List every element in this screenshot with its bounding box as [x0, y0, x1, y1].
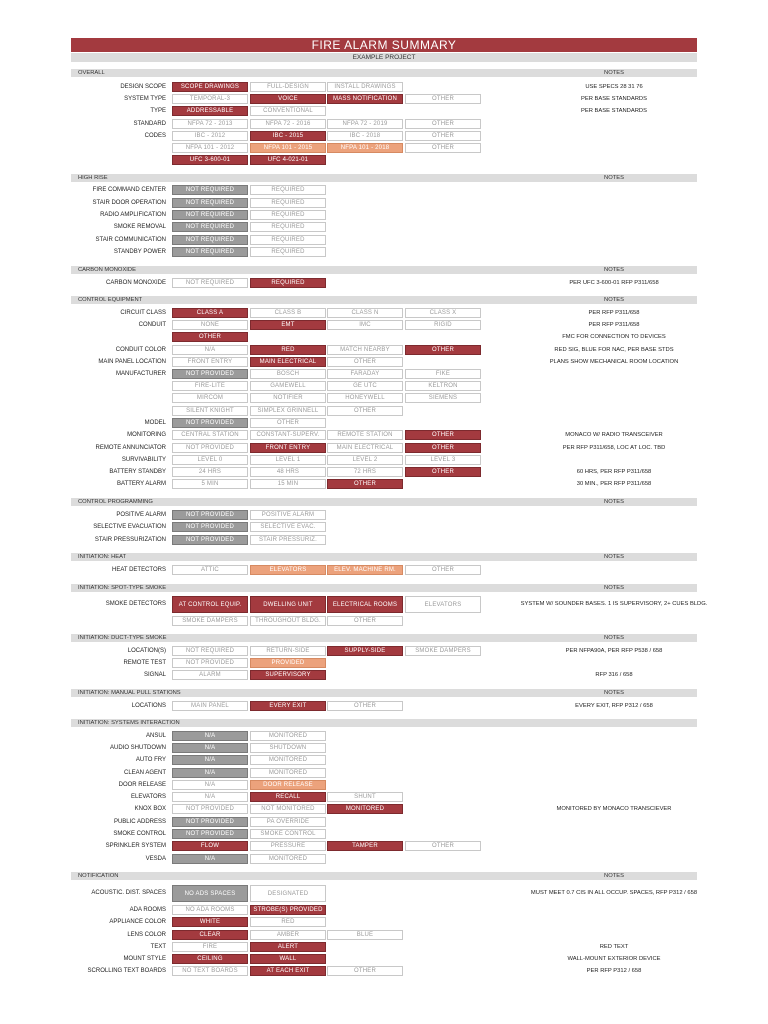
row-label-carbon-monoxide: CARBON MONOXIDE	[105, 280, 166, 286]
row-label-scrolling-text-boards: SCROLLING TEXT BOARDS	[87, 968, 166, 974]
row-label-remote-annunciator: REMOTE ANNUNCIATOR	[95, 445, 166, 451]
option-required[interactable]: REQUIRED	[250, 235, 326, 245]
section-title: HIGH RISE	[78, 175, 108, 181]
option-ufc-3-600-01-selected[interactable]: UFC 3-600-01	[172, 155, 248, 165]
option-bosch[interactable]: BOSCH	[250, 369, 326, 379]
option-throughout-bldg[interactable]: THROUGHOUT BLDG.	[250, 616, 326, 626]
option-class-x[interactable]: CLASS X	[405, 308, 481, 318]
row-label-mount-style: MOUNT STYLE	[123, 956, 166, 962]
option-honeywell[interactable]: HONEYWELL	[327, 393, 403, 403]
section-header-initiation-heat: INITIATION: HEAT NOTES	[71, 553, 697, 561]
option-no-ada-rooms[interactable]: NO ADA ROOMS	[172, 905, 248, 915]
option-other[interactable]: OTHER	[327, 701, 403, 711]
row-label-manufacturer: MANUFACTURER	[115, 371, 166, 377]
option-class-b[interactable]: CLASS B	[250, 308, 326, 318]
section-header-overall: OVERALL NOTES	[71, 69, 697, 77]
option-mass-notification-selected[interactable]: MASS NOTIFICATION	[327, 94, 403, 104]
option-other-selected[interactable]: OTHER	[172, 332, 248, 342]
option-match-nearby[interactable]: MATCH NEARBY	[327, 345, 403, 355]
option-none[interactable]: NONE	[172, 320, 248, 330]
option-not-required[interactable]: NOT REQUIRED	[172, 646, 248, 656]
option-alert-selected[interactable]: ALERT	[250, 942, 326, 952]
option-temporal-3[interactable]: TEMPORAL-3	[172, 94, 248, 104]
option-red-selected[interactable]: RED	[250, 345, 326, 355]
row-label-model: MODEL	[144, 420, 166, 426]
option-alarm[interactable]: ALARM	[172, 670, 248, 680]
option-emt-selected[interactable]: EMT	[250, 320, 326, 330]
section-title: CONTROL PROGRAMMING	[78, 499, 153, 505]
option-48-hrs[interactable]: 48 HRS	[250, 467, 326, 477]
row-label-system-type: SYSTEM TYPE	[124, 96, 166, 102]
option-required-selected[interactable]: REQUIRED	[250, 278, 326, 288]
option-other[interactable]: OTHER	[250, 418, 326, 428]
row-label-conduit-color: CONDUIT COLOR	[115, 347, 166, 353]
option-no-text-boards[interactable]: NO TEXT BOARDS	[172, 966, 248, 976]
option-provided-selected[interactable]: PROVIDED	[250, 658, 326, 668]
option-dwelling-unit-selected[interactable]: DWELLING UNIT	[250, 596, 326, 613]
option-scope-drawings-selected[interactable]: SCOPE DRAWINGS	[172, 82, 248, 92]
row-label-standard: STANDARD	[133, 121, 166, 127]
option-addressable-selected[interactable]: ADDRESSABLE	[172, 106, 248, 116]
row-label-main-panel-location: MAIN PANEL LOCATION	[98, 359, 166, 365]
option-designated[interactable]: DESIGNATED	[250, 885, 326, 902]
option-attic[interactable]: ATTIC	[172, 565, 248, 575]
option-other[interactable]: OTHER	[405, 841, 481, 851]
option-positive-alarm[interactable]: POSITIVE ALARM	[250, 510, 326, 520]
option-supervisory-selected[interactable]: SUPERVISORY	[250, 670, 326, 680]
option-not-provided-selected[interactable]: NOT PROVIDED	[172, 522, 248, 532]
option-ibc-2015-selected[interactable]: IBC - 2015	[250, 131, 326, 141]
section-title: NOTIFICATION	[78, 873, 119, 879]
option-not-provided[interactable]: NOT PROVIDED	[172, 658, 248, 668]
option-gamewell[interactable]: GAMEWELL	[250, 381, 326, 391]
row-label-codes: CODES	[144, 133, 166, 139]
option-other[interactable]: OTHER	[327, 357, 403, 367]
option-other[interactable]: OTHER	[405, 131, 481, 141]
row-label-stair-door-operation: STAIR DOOR OPERATION	[92, 200, 166, 206]
option-keltron[interactable]: KELTRON	[405, 381, 481, 391]
option-fire[interactable]: FIRE	[172, 942, 248, 952]
option-every-exit-selected[interactable]: EVERY EXIT	[250, 701, 326, 711]
option-level-2[interactable]: LEVEL 2	[327, 455, 403, 465]
option-n-a[interactable]: N/A	[172, 792, 248, 802]
option-install-drawings[interactable]: INSTALL DRAWINGS	[327, 82, 403, 92]
option-ceiling-selected[interactable]: CEILING	[172, 954, 248, 964]
option-required[interactable]: REQUIRED	[250, 185, 326, 195]
row-label-locations: LOCATIONS	[131, 703, 166, 709]
option-constant-superv[interactable]: CONSTANT-SUPERV.	[250, 430, 326, 440]
option-not-provided[interactable]: NOT PROVIDED	[172, 804, 248, 814]
option-5-min[interactable]: 5 MIN	[172, 479, 248, 489]
section-title: INITIATION: MANUAL PULL STATIONS	[78, 690, 181, 696]
option-amber[interactable]: AMBER	[250, 930, 326, 940]
option-conventional[interactable]: CONVENTIONAL	[250, 106, 326, 116]
option-faraday[interactable]: FARADAY	[327, 369, 403, 379]
option-simplex-grinnell[interactable]: SIMPLEX GRINNELL	[250, 406, 326, 416]
row-label-monitoring: MONITORING	[127, 432, 166, 438]
option-nfpa-101-2018-selected[interactable]: NFPA 101 - 2018	[327, 143, 403, 153]
option-not-required-selected[interactable]: NOT REQUIRED	[172, 247, 248, 257]
option-no-ads-spaces-selected[interactable]: NO ADS SPACES	[172, 885, 248, 902]
option-not-required-selected[interactable]: NOT REQUIRED	[172, 210, 248, 220]
option-nfpa-101-2012[interactable]: NFPA 101 - 2012	[172, 143, 248, 153]
row-label-circuit-class: CIRCUIT CLASS	[120, 310, 166, 316]
option-other[interactable]: OTHER	[405, 119, 481, 129]
row-label-appliance-color: APPLIANCE COLOR	[109, 919, 166, 925]
option-class-n[interactable]: CLASS N	[327, 308, 403, 318]
row-label-smoke-detectors: SMOKE DETECTORS	[105, 601, 166, 607]
row-label-ansul: ANSUL	[145, 733, 166, 739]
row-label-stair-communication: STAIR COMMUNICATION	[95, 237, 166, 243]
section-header-notification: NOTIFICATION NOTES	[71, 872, 697, 880]
row-label-signal: SIGNAL	[143, 672, 166, 678]
option-fike[interactable]: FIKE	[405, 369, 481, 379]
row-label-knox-box: KNOX BOX	[134, 806, 166, 812]
option-not-required-selected[interactable]: NOT REQUIRED	[172, 185, 248, 195]
row-label-fire-command-center: FIRE COMMAND CENTER	[92, 187, 166, 193]
option-not-required-selected[interactable]: NOT REQUIRED	[172, 198, 248, 208]
option-other-selected[interactable]: OTHER	[405, 467, 481, 477]
option-n-a-selected[interactable]: N/A	[172, 731, 248, 741]
option-n-a[interactable]: N/A	[172, 345, 248, 355]
section-header-initiation-duct-type-smoke: INITIATION: DUCT-TYPE SMOKE NOTES	[71, 634, 697, 642]
option-elev-machine-rm-selected[interactable]: ELEV. MACHINE RM.	[327, 565, 403, 575]
option-other[interactable]: OTHER	[405, 565, 481, 575]
option-full-design[interactable]: FULL-DESIGN	[250, 82, 326, 92]
fire-alarm-summary-page: FIRE ALARM SUMMARY EXAMPLE PROJECT OVERALL NOTES DESIGN SCOPE SCOPE DRAWINGS FULL-DESIGN INSTALL DRAWINGS USE SPECS 28 31 76 SYSTEM TYPE TEMPORAL-3 VOICE MASS NOTIFICATION OTHER PER BASE STANDARDS TYPE ADDRESSABLE CONVENTIONAL PER BASE STANDARDS STANDARD NFPA 72 - 2013 NFPA 72 - 2016 NFPA 72 - 2019 OTHER CODES IBC - 2012 IBC - 2015 IBC - 2018 OTHER NFPA 101 - 2012 NFPA 101 - 2015 NFPA 101 - 2018 OTHER UFC 3-600-01 UFC 4-021-01 HIGH RISE NOTES FIRE COMMAND CENTER NOT REQUIRED REQUIRED STAIR DOOR OPERATION NOT REQUIRED REQUIRED RADIO AMPLIFICATION NOT REQUIRED REQUIRED SMOKE REMOVAL NOT REQUIRED REQUIRED STAIR COMMUNICATION NOT REQUIRED REQUIRED STANDBY POWER NOT REQUIRED REQUIRED CARBON MONOXIDE NOTES CARBON MONOXIDE NOT REQUIRED REQUIRED PER UFC 3-600-01 RFP P311/658 CONTROL EQUIPMENT NOTES CIRCUIT CLASS CLASS A CLASS B CLASS N CLASS X PER RFP P311/658 CONDUIT NONE EMT IMC RIGID PER RFP P311/658 OTHER FMC FOR CONNECTION TO DEVICES CONDUIT COLOR N/A RED MATCH NEARBY OTHER RED SIG, BLUE FOR NAC, PER BASE STDS MAIN PANEL LOCATION FRONT ENTRY MAIN ELECTRICAL OTHER PLANS SHOW MECHANICAL ROOM LOCATION MANUFACTURER NOT PROVIDED BOSCH FARADAY FIKE FIRE-LITE GAMEWELL GE UTC KELTRON MIRCOM NOTIFIER HONEYWELL SIEMENS SILENT KNIGHT SIMPLEX GRINNELL OTHER MODEL NOT PROVIDED OTHER MONITORING CENTRAL STATION CONSTANT-SUPERV. REMOTE STATION OTHER MONACO W/ RADIO TRANSCEIVER REMOTE ANNUNCIATOR NOT PROVIDED FRONT ENTRY MAIN ELECTRICAL OTHER PER RFP P311/658, LOC AT LOC. TBD SURVIVABILITY LEVEL 0 LEVEL 1 LEVEL 2 LEVEL 3 BATTERY STANDBY 24 HRS 48 HRS 72 HRS OTHER 60 HRS, PER RFP P311/658 BATTERY ALARM 5 MIN 15 MIN OTHER 30 MIN., PER RFP P311/658 CONTROL PROGRAMMING NOTES POSITIVE ALARM NOT PROVIDED POSITIVE ALARM SELECTIVE EVACUATION NOT PROVIDED SELECTIVE EVAC. STAIR PRESSURIZATION NOT PROVIDED STAIR PRESSURIZ. INITIATION: HEAT NOTES HEAT DETECTORS ATTIC ELEVATORS ELEV. MACHINE RM. OTHER INITIATION: SPOT-TYPE SMOKE NOTES SMOKE DETECTORS AT CONTROL EQUIP. DWELLING UNIT ELECTRICAL ROOMS ELEVATORS SYSTEM W/ SOUNDER BASES. 1 IS SUPERVISORY, 2+ CUES BLDG. SMOKE DAMPERS THROUGHOUT BLDG. OTHER INITIATION: DUCT-TYPE SMOKE NOTES LOCATION(S) NOT REQUIRED RETURN-SIDE SUPPLY-SIDE SMOKE DAMPERS PER NFPA90A, PER RFP P538 / 658 REMOTE TEST NOT PROVIDED PROVIDED SIGNAL ALARM SUPERVISORY RFP 316 / 658 INITIATION: MANUAL PULL STATIONS NOTES LOCATIONS MAIN PANEL EVERY EXIT OTHER EVERY EXIT, RFP P312 / 658 INITIATION: SYSTEMS INTERACTION ANSUL N/A MONITORED AUDIO SHUTDOWN N/A SHUTDOWN AUTO FRY N/A MONITORED CLEAN AGENT N/A MONITORED DOOR RELEASE N/A DOOR RELEASE ELEVATORS N/A RECALL SHUNT KNOX BOX NOT PROVIDED NOT MONITORED MONITORED MONITORED BY MONACO TRANSCIEVER PUBLIC ADDRESS NOT PROVIDED PA OVERRIDE SMOKE CONTROL NOT PROVIDED SMOKE CONTROL SPRINKLER SYSTEM FLOW PRESSURE TAMPER OTHER VESDA N/A MONITORED NOTIFICATION NOTES ACOUSTIC. DIST. SPACES NO ADS SPACES DESIGNATED MUST MEET 0.7 CIS IN ALL OCCUP. SPACES, RFP P312 / 658 ADA ROOMS NO ADA ROOMS STROBE(S) PROVIDED APPLIANCE COLOR WHITE RED LENS COLOR CLEAR AMBER BLUE TEXT FIRE ALERT RED TEXT MOUNT STYLE CEILING WALL WALL-MOUNT EXTERIOR DEVICE SCROLLING TEXT BOARDS NO TEXT BOARDS AT EACH EXIT OTHER PER RFP P312 / 658	[0, 0, 768, 1024]
option-elevators[interactable]: ELEVATORS	[405, 596, 481, 613]
option-stair-pressuriz[interactable]: STAIR PRESSURIZ.	[250, 535, 326, 545]
section-header-control-programming: CONTROL PROGRAMMING NOTES	[71, 498, 697, 506]
option-selective-evac[interactable]: SELECTIVE EVAC.	[250, 522, 326, 532]
page-title: FIRE ALARM SUMMARY	[71, 38, 697, 52]
option-other-selected[interactable]: OTHER	[327, 479, 403, 489]
section-title: INITIATION: SPOT-TYPE SMOKE	[78, 585, 167, 591]
option-other[interactable]: OTHER	[405, 143, 481, 153]
row-label-positive-alarm: POSITIVE ALARM	[116, 512, 166, 518]
option-clear-selected[interactable]: CLEAR	[172, 930, 248, 940]
row-label-conduit: CONDUIT	[138, 322, 166, 328]
section-title: OVERALL	[78, 70, 105, 76]
option-required[interactable]: REQUIRED	[250, 198, 326, 208]
section-header-high-rise: HIGH RISE NOTES	[71, 174, 697, 182]
option-other[interactable]: OTHER	[327, 966, 403, 976]
row-label-survivability: SURVIVABILITY	[121, 457, 166, 463]
option-fire-lite[interactable]: FIRE-LITE	[172, 381, 248, 391]
row-label-vesda: VESDA	[145, 856, 166, 862]
option-nfpa-72-2019[interactable]: NFPA 72 - 2019	[327, 119, 403, 129]
option-main-electrical-selected[interactable]: MAIN ELECTRICAL	[250, 357, 326, 367]
section-header-initiation-systems-interaction	[71, 719, 697, 727]
option-electrical-rooms-selected[interactable]: ELECTRICAL ROOMS	[327, 596, 403, 613]
option-rigid[interactable]: RIGID	[405, 320, 481, 330]
option-not-provided-selected[interactable]: NOT PROVIDED	[172, 418, 248, 428]
option-not-provided-selected[interactable]: NOT PROVIDED	[172, 535, 248, 545]
section-title: INITIATION: DUCT-TYPE SMOKE	[78, 635, 167, 641]
option-required[interactable]: REQUIRED	[250, 210, 326, 220]
row-label-type: TYPE	[150, 108, 166, 114]
option-ufc-4-021-01-selected[interactable]: UFC 4-021-01	[250, 155, 326, 165]
option-elevators-selected[interactable]: ELEVATORS	[250, 565, 326, 575]
option-nfpa-72-2013[interactable]: NFPA 72 - 2013	[172, 119, 248, 129]
option-not-monitored[interactable]: NOT MONITORED	[250, 804, 326, 814]
row-label-acoustic-dist-spaces: ACOUSTIC. DIST. SPACES	[91, 890, 166, 896]
section-title: CARBON MONOXIDE	[78, 267, 136, 273]
section-title: INITIATION: HEAT	[78, 554, 127, 560]
option-n-a-selected[interactable]: N/A	[172, 743, 248, 753]
option-n-a-selected[interactable]: N/A	[172, 854, 248, 864]
option-class-a-selected[interactable]: CLASS A	[172, 308, 248, 318]
option-pa-override[interactable]: PA OVERRIDE	[250, 817, 326, 827]
option-shunt[interactable]: SHUNT	[327, 792, 403, 802]
option-n-a-selected[interactable]: N/A	[172, 768, 248, 778]
option-at-control-equip-selected[interactable]: AT CONTROL EQUIP.	[172, 596, 248, 613]
section-title: INITIATION: SYSTEMS INTERACTION	[78, 720, 180, 726]
option-main-electrical[interactable]: MAIN ELECTRICAL	[327, 443, 403, 453]
option-front-entry[interactable]: FRONT ENTRY	[172, 357, 248, 367]
section-header-control-equipment: CONTROL EQUIPMENT NOTES	[71, 296, 697, 304]
row-label-door-release: DOOR RELEASE	[118, 782, 166, 788]
option-other[interactable]: OTHER	[327, 616, 403, 626]
option-monitored[interactable]: MONITORED	[250, 854, 326, 864]
option-siemens[interactable]: SIEMENS	[405, 393, 481, 403]
project-subtitle: EXAMPLE PROJECT	[71, 53, 697, 62]
section-header-carbon-monoxide: CARBON MONOXIDE NOTES	[71, 266, 697, 274]
option-blue[interactable]: BLUE	[327, 930, 403, 940]
row-label-ada-rooms: ADA ROOMS	[129, 907, 166, 913]
row-label-location-s: LOCATION(S)	[127, 648, 166, 654]
row-label-design-scope: DESIGN SCOPE	[120, 84, 166, 90]
option-not-required[interactable]: NOT REQUIRED	[172, 278, 248, 288]
row-label-auto-fry: AUTO FRY	[135, 757, 166, 763]
option-voice-selected[interactable]: VOICE	[250, 94, 326, 104]
option-other-selected[interactable]: OTHER	[405, 430, 481, 440]
option-supply-side-selected[interactable]: SUPPLY-SIDE	[327, 646, 403, 656]
option-other-selected[interactable]: OTHER	[405, 443, 481, 453]
row-label-standby-power: STANDBY POWER	[113, 249, 166, 255]
option-silent-knight[interactable]: SILENT KNIGHT	[172, 406, 248, 416]
row-label-battery-standby: BATTERY STANDBY	[109, 469, 166, 475]
row-label-sprinkler-system: SPRINKLER SYSTEM	[105, 843, 166, 849]
option-n-a-selected[interactable]: N/A	[172, 755, 248, 765]
row-label-public-address: PUBLIC ADDRESS	[113, 819, 166, 825]
section-header-initiation-spot-type-smoke: INITIATION: SPOT-TYPE SMOKE NOTES	[71, 584, 697, 592]
option-not-provided-selected[interactable]: NOT PROVIDED	[172, 829, 248, 839]
option-not-required-selected[interactable]: NOT REQUIRED	[172, 222, 248, 232]
option-not-provided-selected[interactable]: NOT PROVIDED	[172, 510, 248, 520]
option-door-release-selected[interactable]: DOOR RELEASE	[250, 780, 326, 790]
option-flow-selected[interactable]: FLOW	[172, 841, 248, 851]
section-title: CONTROL EQUIPMENT	[78, 297, 143, 303]
option-other[interactable]: OTHER	[327, 406, 403, 416]
option-required[interactable]: REQUIRED	[250, 222, 326, 232]
row-label-elevators: ELEVATORS	[130, 794, 166, 800]
option-15-min[interactable]: 15 MIN	[250, 479, 326, 489]
option-monitored[interactable]: MONITORED	[250, 731, 326, 741]
row-label-smoke-removal: SMOKE REMOVAL	[113, 224, 166, 230]
option-not-provided-selected[interactable]: NOT PROVIDED	[172, 369, 248, 379]
option-white-selected[interactable]: WHITE	[172, 917, 248, 927]
option-wall-selected[interactable]: WALL	[250, 954, 326, 964]
row-label-heat-detectors: HEAT DETECTORS	[111, 567, 166, 573]
option-tamper-selected[interactable]: TAMPER	[327, 841, 403, 851]
row-label-audio-shutdown: AUDIO SHUTDOWN	[110, 745, 166, 751]
option-72-hrs[interactable]: 72 HRS	[327, 467, 403, 477]
option-not-provided-selected[interactable]: NOT PROVIDED	[172, 817, 248, 827]
option-level-0[interactable]: LEVEL 0	[172, 455, 248, 465]
row-label-remote-test: REMOTE TEST	[123, 660, 166, 666]
row-label-clean-agent: CLEAN AGENT	[123, 770, 166, 776]
option-main-panel[interactable]: MAIN PANEL	[172, 701, 248, 711]
row-label-selective-evacuation: SELECTIVE EVACUATION	[93, 524, 166, 530]
option-at-each-exit-selected[interactable]: AT EACH EXIT	[250, 966, 326, 976]
option-required[interactable]: REQUIRED	[250, 247, 326, 257]
option-front-entry-selected[interactable]: FRONT ENTRY	[250, 443, 326, 453]
option-recall-selected[interactable]: RECALL	[250, 792, 326, 802]
option-smoke-dampers[interactable]: SMOKE DAMPERS	[172, 616, 248, 626]
option-ibc-2018[interactable]: IBC - 2018	[327, 131, 403, 141]
option-notifier[interactable]: NOTIFIER	[250, 393, 326, 403]
option-not-required-selected[interactable]: NOT REQUIRED	[172, 235, 248, 245]
option-imc[interactable]: IMC	[327, 320, 403, 330]
option-not-provided[interactable]: NOT PROVIDED	[172, 443, 248, 453]
option-level-3[interactable]: LEVEL 3	[405, 455, 481, 465]
option-smoke-dampers[interactable]: SMOKE DAMPERS	[405, 646, 481, 656]
option-red[interactable]: RED	[250, 917, 326, 927]
option-monitored[interactable]: MONITORED	[250, 755, 326, 765]
option-monitored[interactable]: MONITORED	[250, 768, 326, 778]
row-label-lens-color: LENS COLOR	[127, 932, 166, 938]
option-other-selected[interactable]: OTHER	[405, 345, 481, 355]
section-header-initiation-manual-pull-stations: INITIATION: MANUAL PULL STATIONS NOTES	[71, 689, 697, 697]
option-central-station[interactable]: CENTRAL STATION	[172, 430, 248, 440]
option-level-1[interactable]: LEVEL 1	[250, 455, 326, 465]
option-smoke-control[interactable]: SMOKE CONTROL	[250, 829, 326, 839]
option-n-a[interactable]: N/A	[172, 780, 248, 790]
option-shutdown[interactable]: SHUTDOWN	[250, 743, 326, 753]
option-ibc-2012[interactable]: IBC - 2012	[172, 131, 248, 141]
option-ge-utc[interactable]: GE UTC	[327, 381, 403, 391]
option-return-side[interactable]: RETURN-SIDE	[250, 646, 326, 656]
option-24-hrs[interactable]: 24 HRS	[172, 467, 248, 477]
option-nfpa-72-2016[interactable]: NFPA 72 - 2016	[250, 119, 326, 129]
option-monitored-selected[interactable]: MONITORED	[327, 804, 403, 814]
option-mircom[interactable]: MIRCOM	[172, 393, 248, 403]
row-label-battery-alarm: BATTERY ALARM	[116, 481, 166, 487]
row-label-stair-pressurization: STAIR PRESSURIZATION	[94, 537, 166, 543]
option-nfpa-101-2015-selected[interactable]: NFPA 101 - 2015	[250, 143, 326, 153]
option-pressure[interactable]: PRESSURE	[250, 841, 326, 851]
row-label-smoke-control: SMOKE CONTROL	[113, 831, 166, 837]
row-label-text: TEXT	[150, 944, 166, 950]
row-label-radio-amplification: RADIO AMPLIFICATION	[100, 212, 166, 218]
option-other[interactable]: OTHER	[405, 94, 481, 104]
option-remote-station[interactable]: REMOTE STATION	[327, 430, 403, 440]
option-strobe-s-provided-selected[interactable]: STROBE(S) PROVIDED	[250, 905, 326, 915]
